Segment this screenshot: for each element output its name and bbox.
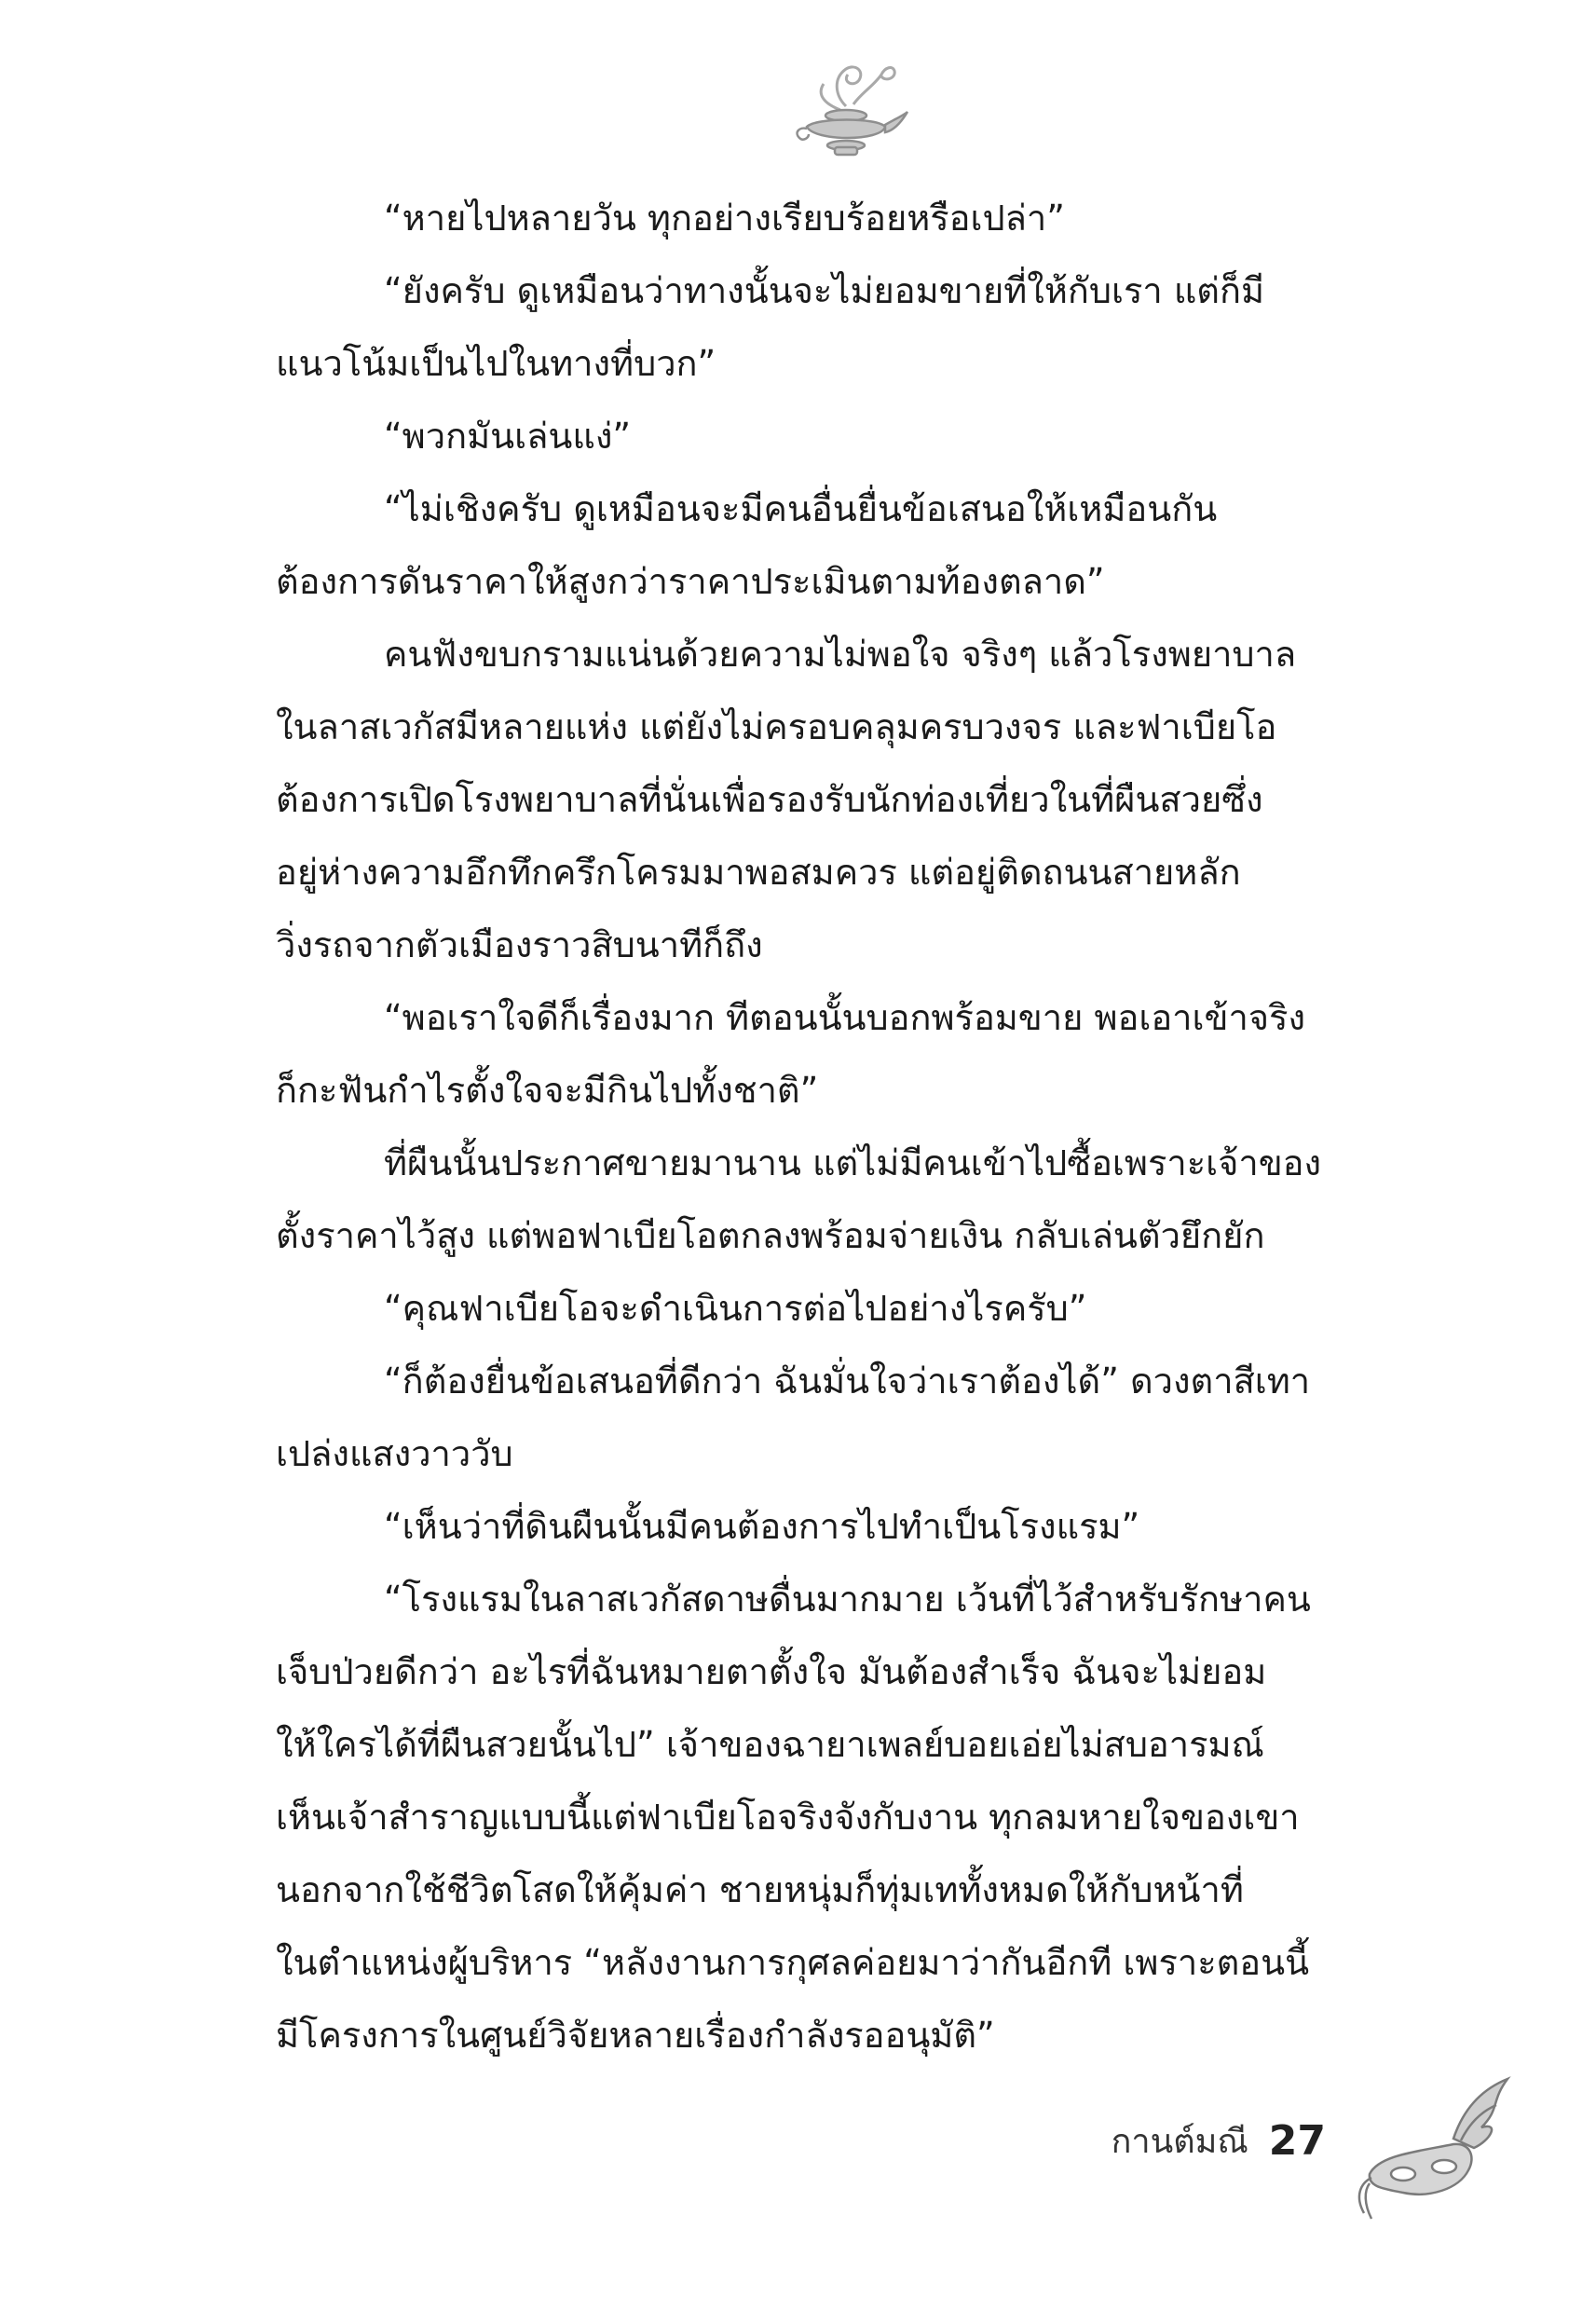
text-line: “ก็ต้องยื่นข้อเสนอที่ดีกว่า ฉันมั่นใจว่าเราต้องได้” ดวงตาสีเทา — [384, 1361, 1311, 1402]
text-line: เห็นเจ้าสำราญแบบนี้แต่ฟาเบียโอจริงจังกับงาน ทุกลมหายใจของเขา — [276, 1797, 1300, 1838]
text-line: อยู่ห่างความอึกทึกครึกโครมมาพอสมควร แต่อยู่ติดถนนสายหลัก — [276, 852, 1241, 893]
magic-lamp-icon — [788, 58, 909, 168]
text-line: วิ่งรถจากตัวเมืองราวสิบนาทีก็ถึง — [276, 924, 763, 965]
text-line: แนวโน้มเป็นไปในทางที่บวก” — [276, 343, 716, 384]
text-line: ต้องการดันราคาให้สูงกว่าราคาประเมินตามท้องตลาด” — [276, 561, 1105, 602]
text-line: “หายไปหลายวัน ทุกอย่างเรียบร้อยหรือเปล่า” — [384, 198, 1065, 239]
text-line: ตั้งราคาไว้สูง แต่พอฟาเบียโอตกลงพร้อมจ่ายเงิน กลับเล่นตัวยึกยัก — [276, 1215, 1265, 1256]
page-number: 27 — [1268, 2116, 1326, 2165]
body-text — [276, 182, 1436, 2072]
text-line: “ไม่เชิงครับ ดูเหมือนจะมีคนอื่นยื่นข้อเสนอให้เหมือนกัน — [384, 488, 1218, 529]
text-line: “พอเราใจดีก็เรื่องมาก ทีตอนนั้นบอกพร้อมขาย พอเอาเข้าจริง — [384, 997, 1306, 1038]
masquerade-mask-icon — [1351, 2073, 1514, 2227]
text-line: “โรงแรมในลาสเวกัสดาษดื่นมากมาย เว้นที่ไว้สำหรับรักษาคน — [384, 1579, 1311, 1620]
text-line: ให้ใครได้ที่ผืนสวยนั้นไป” เจ้าของฉายาเพลย์บอยเอ่ยไม่สบอารมณ์ — [276, 1724, 1264, 1765]
text-line: “พวกมันเล่นแง่” — [384, 416, 632, 457]
text-line: ในลาสเวกัสมีหลายแห่ง แต่ยังไม่ครอบคลุมครบวงจร และฟาเบียโอ — [276, 706, 1277, 747]
text-line: ในตำแหน่งผู้บริหาร “หลังงานการกุศลค่อยมาว่ากันอีกที เพราะตอนนี้ — [276, 1942, 1310, 1983]
text-line: มีโครงการในศูนย์วิจัยหลายเรื่องกำลังรออนุมัติ” — [276, 2015, 995, 2056]
text-line: ที่ผืนนั้นประกาศขายมานาน แต่ไม่มีคนเข้าไปซื้อเพราะเจ้าของ — [384, 1142, 1322, 1183]
text-line: “คุณฟาเบียโอจะดำเนินการต่อไปอย่างไรครับ” — [384, 1288, 1087, 1329]
page-footer — [1112, 2108, 1326, 2173]
text-line: “ยังครับ ดูเหมือนว่าทางนั้นจะไม่ยอมขายที่ให้กับเรา แต่ก็มี — [384, 270, 1265, 311]
text-line: นอกจากใช้ชีวิตโสดให้คุ้มค่า ชายหนุ่มก็ทุ่มเททั้งหมดให้กับหน้าที่ — [276, 1869, 1244, 1910]
text-line: เปล่งแสงวาววับ — [276, 1433, 513, 1474]
text-line: คนฟังขบกรามแน่นด้วยความไม่พอใจ จริงๆ แล้วโรงพยาบาล — [384, 634, 1297, 675]
text-line: “เห็นว่าที่ดินผืนนั้นมีคนต้องการไปทำเป็นโรงแรม” — [384, 1506, 1140, 1547]
text-line: เจ็บป่วยดีกว่า อะไรที่ฉันหมายตาตั้งใจ มันต้องสำเร็จ ฉันจะไม่ยอม — [276, 1651, 1267, 1692]
book-title: กานต์มณี — [1111, 2122, 1248, 2161]
text-line: ก็กะฟันกำไรตั้งใจจะมีกินไปทั้งชาติ” — [276, 1070, 819, 1111]
text-line: ต้องการเปิดโรงพยาบาลที่นั่นเพื่อรองรับนักท่องเที่ยวในที่ผืนสวยซึ่ง — [276, 779, 1263, 820]
